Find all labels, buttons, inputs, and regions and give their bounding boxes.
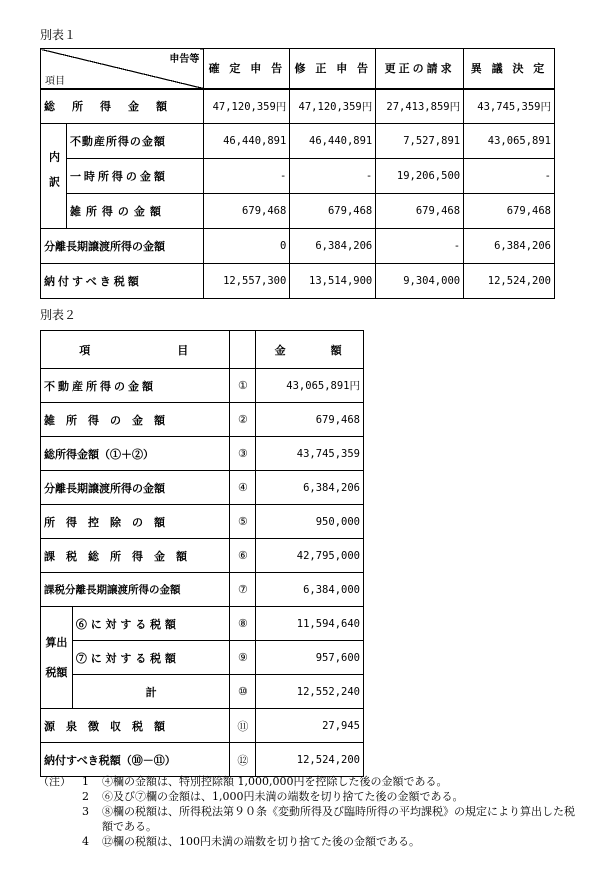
cell-value: 679,468 [256, 403, 364, 437]
cell-value: 27,413,859円 [376, 89, 464, 124]
note-indent [38, 804, 82, 834]
table-row [41, 369, 364, 403]
cell-value: 679,468 [204, 194, 290, 229]
table1 [40, 48, 555, 299]
row-number: ⑦ [230, 573, 256, 607]
row-label: 不動産所得の金額 [66, 124, 203, 159]
row-label: 納付すべき税額（⑩－⑪） [41, 743, 230, 777]
row-label: ⑥ に 対 す る 税 額 [72, 607, 230, 641]
row-label: 一時所得の金額 [66, 159, 203, 194]
amount-header: 金 額 [256, 331, 364, 369]
cell-value: 19,206,500 [376, 159, 464, 194]
blank-cell [230, 331, 256, 369]
row-label: 雑所得の金額 [66, 194, 203, 229]
row-label: 総所得金額（①＋②） [41, 437, 230, 471]
row-number: ② [230, 403, 256, 437]
table-row [41, 471, 364, 505]
row-label: 雑 所 得 の 金 額 [41, 403, 230, 437]
note-number: 4 [82, 835, 89, 848]
row-label: 分離長期譲渡所得の金額 [41, 471, 230, 505]
row-label: ⑦ に 対 す る 税 額 [72, 641, 230, 675]
cell-value: 11,594,640 [256, 607, 364, 641]
table1-caption: 別表１ [40, 28, 77, 42]
note-text: ⑧欄の税額は、所得税法第９０条《変動所得及び臨時所得の平均課税》の規定により算出した税額である。 [102, 805, 575, 833]
table1-corner-cell [41, 49, 204, 89]
cell-value: 43,745,359円 [464, 89, 555, 124]
table2-header-row [41, 331, 364, 369]
table-row [41, 437, 364, 471]
calc-tax-group-label [41, 607, 73, 709]
cell-value: 7,527,891 [376, 124, 464, 159]
table2-caption: 別表２ [40, 308, 77, 322]
note-indent [38, 789, 82, 804]
row-label: 計 [72, 675, 230, 709]
cell-value: 46,440,891 [204, 124, 290, 159]
row-number: ⑩ [230, 675, 256, 709]
cell-value: 6,384,206 [290, 229, 376, 264]
note-number: 1 [82, 775, 89, 788]
table-row [41, 709, 364, 743]
row-label: 源 泉 徴 収 税 額 [41, 709, 230, 743]
row-number: ① [230, 369, 256, 403]
note-text: ④欄の金額は、特別控除額 1,000,000円を控除した後の金額である。 [102, 775, 448, 788]
table2 [40, 330, 364, 777]
cell-value: 12,557,300 [204, 264, 290, 299]
cell-value: 0 [204, 229, 290, 264]
cell-value: 6,384,206 [464, 229, 555, 264]
cell-value: 13,514,900 [290, 264, 376, 299]
table-row [41, 403, 364, 437]
corner-bottom-label: 項目 [45, 75, 65, 87]
cell-value: 957,600 [256, 641, 364, 675]
row-label: 納付すべき税額 [41, 264, 204, 299]
cell-value: 679,468 [290, 194, 376, 229]
row-label: 課 税 総 所 得 金 額 [41, 539, 230, 573]
cell-value: 9,304,000 [376, 264, 464, 299]
col-header: 修 正 申 告 [290, 49, 376, 89]
note-text: ⑥及び⑦欄の金額は、1,000円未満の端数を切り捨てた後の金額である。 [102, 790, 464, 803]
table-row [41, 159, 555, 194]
cell-value: - [204, 159, 290, 194]
calc-tax-label-1: 算出 [45, 635, 68, 649]
table-row [41, 539, 364, 573]
note-text: ⑫欄の税額は、100円未満の端数を切り捨てた後の金額である。 [102, 835, 420, 848]
breakdown-group-label: 内訳 [41, 124, 67, 229]
row-number: ⑪ [230, 709, 256, 743]
col-header: 更正の請求 [376, 49, 464, 89]
cell-value: 679,468 [464, 194, 555, 229]
note-item [38, 789, 583, 804]
cell-value: 950,000 [256, 505, 364, 539]
cell-value: 43,745,359 [256, 437, 364, 471]
note-item [38, 834, 583, 849]
notes [38, 774, 583, 849]
table-row [41, 124, 555, 159]
cell-value: - [376, 229, 464, 264]
item-header: 項 目 [41, 331, 230, 369]
row-number: ⑥ [230, 539, 256, 573]
table-row [41, 641, 364, 675]
cell-value: 12,524,200 [464, 264, 555, 299]
table1-header-row [41, 49, 555, 89]
row-number: ③ [230, 437, 256, 471]
cell-value: 47,120,359円 [290, 89, 376, 124]
col-header: 異 議 決 定 [464, 49, 555, 89]
corner-top-label: 申告等 [169, 54, 200, 65]
cell-value: 43,065,891円 [256, 369, 364, 403]
cell-value: 12,552,240 [256, 675, 364, 709]
row-number: ⑫ [230, 743, 256, 777]
cell-value: 679,468 [376, 194, 464, 229]
table-row [41, 264, 555, 299]
col-header: 確 定 申 告 [204, 49, 290, 89]
table-row [41, 607, 364, 641]
note-number: 2 [82, 790, 89, 803]
cell-value: - [290, 159, 376, 194]
table-row [41, 194, 555, 229]
row-label: 所 得 控 除 の 額 [41, 505, 230, 539]
row-number: ⑧ [230, 607, 256, 641]
row-label: 分離長期譲渡所得の金額 [41, 229, 204, 264]
note-item [38, 774, 583, 789]
cell-value: 47,120,359円 [204, 89, 290, 124]
cell-value: 6,384,206 [256, 471, 364, 505]
note-indent [38, 834, 82, 849]
cell-value: - [464, 159, 555, 194]
row-number: ④ [230, 471, 256, 505]
cell-value: 6,384,000 [256, 573, 364, 607]
table-row [41, 229, 555, 264]
note-item [38, 804, 583, 834]
notes-prefix: （注） [38, 775, 71, 788]
table-row [41, 89, 555, 124]
table-row [41, 573, 364, 607]
table-row [41, 675, 364, 709]
cell-value: 42,795,000 [256, 539, 364, 573]
note-number: 3 [82, 805, 89, 818]
cell-value: 43,065,891 [464, 124, 555, 159]
row-label: 不動産所得の金額 [41, 369, 230, 403]
row-label: 総 所 得 金 額 [41, 89, 204, 124]
cell-value: 27,945 [256, 709, 364, 743]
row-label: 課税分離長期譲渡所得の金額 [41, 573, 230, 607]
row-number: ⑤ [230, 505, 256, 539]
table-row [41, 505, 364, 539]
table-row [41, 743, 364, 777]
cell-value: 12,524,200 [256, 743, 364, 777]
row-number: ⑨ [230, 641, 256, 675]
calc-tax-label-2: 税額 [45, 665, 68, 679]
cell-value: 46,440,891 [290, 124, 376, 159]
